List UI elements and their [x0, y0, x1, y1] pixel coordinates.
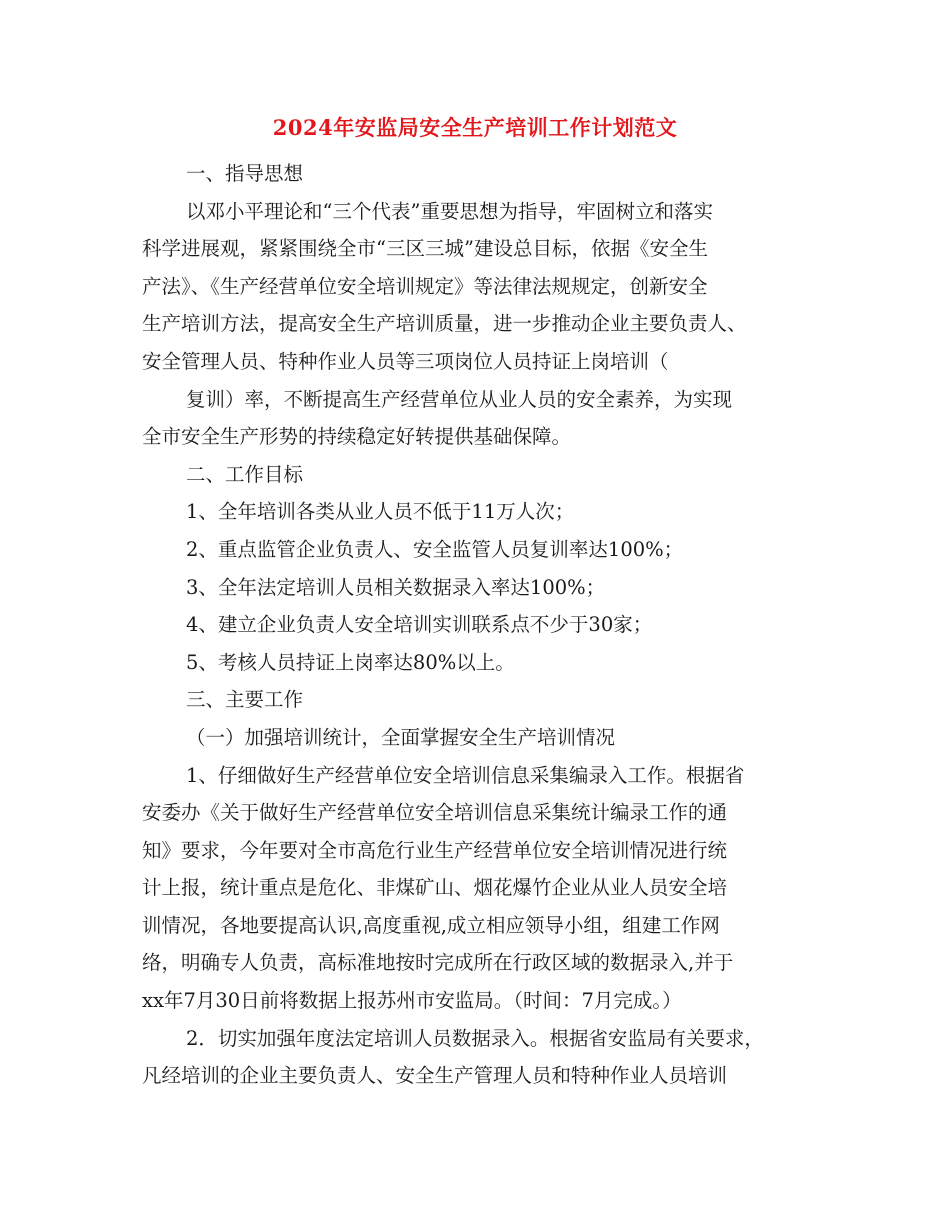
text-line: 复训）率，不断提高生产经营单位从业人员的安全素养，为实现 [186, 387, 733, 411]
text-line: 知》要求，今年要对全市高危行业生产经营单位安全培训情况进行统 [142, 838, 728, 862]
text-line: 安委办《关于做好生产经营单位安全培训信息采集统计编录工作的通 [142, 801, 728, 825]
text-line: 产法》、《生产经营单位安全培训规定》等法律法规规定，创新安全 [142, 274, 708, 298]
text-line: 1、仔细做好生产经营单位安全培训信息采集编录入工作。根据省 [186, 763, 745, 787]
text-line: 1、全年培训各类从业人员不低于11万人次； [186, 500, 575, 524]
text-line: 5、考核人员持证上岗率达80%以上。 [186, 650, 515, 674]
text-line: 一、指导思想 [186, 162, 304, 185]
text-line: 计上报，统计重点是危化、非煤矿山、烟花爆竹企业从业人员安全培 [142, 876, 728, 900]
text-line: 二、工作目标 [186, 462, 304, 486]
text-line: 3、全年法定培训人员相关数据录入率达100%； [186, 575, 606, 599]
text-line: 生产培训方法，提高安全生产培训质量，进一步推动企业主要负责人、 [142, 312, 747, 336]
text-line: xx年7月30日前将数据上报苏州市安监局。（时间：7月完成。） [142, 989, 682, 1013]
document-title: 2024年安监局安全生产培训工作计划范文 [272, 115, 678, 140]
text-line: 三、主要工作 [186, 688, 304, 712]
text-line: 络，明确专人负责，高标准地按时完成所在行政区域的数据录入,并于 [142, 951, 734, 975]
text-line: 4、建立企业负责人安全培训实训联系点不少于30家； [186, 613, 653, 637]
text-line: （一）加强培训统计，全面掌握安全生产培训情况 [186, 725, 616, 749]
text-line: 以邓小平理论和“三个代表”重要思想为指导，牢固树立和落实 [186, 199, 713, 223]
text-line: 凡经培训的企业主要负责人、安全生产管理人员和特种作业人员培训 [142, 1064, 728, 1088]
text-line: 安全管理人员、特种作业人员等三项岗位人员持证上岗培训（ [142, 349, 669, 373]
text-line: 2、重点监管企业负责人、安全监管人员复训率达100%； [186, 537, 684, 561]
text-line: 2．切实加强年度法定培训人员数据录入。根据省安监局有关要求， [186, 1026, 764, 1050]
document-body [142, 155, 832, 1095]
text-line: 训情况，各地要提高认识,高度重视,成立相应领导小组，组建工作网 [142, 913, 720, 937]
text-line: 全市安全生产形势的持续稳定好转提供基础保障。 [142, 425, 572, 449]
text-line: 科学进展观，紧紧围绕全市“三区三城”建设总目标，依据《安全生 [142, 237, 708, 261]
